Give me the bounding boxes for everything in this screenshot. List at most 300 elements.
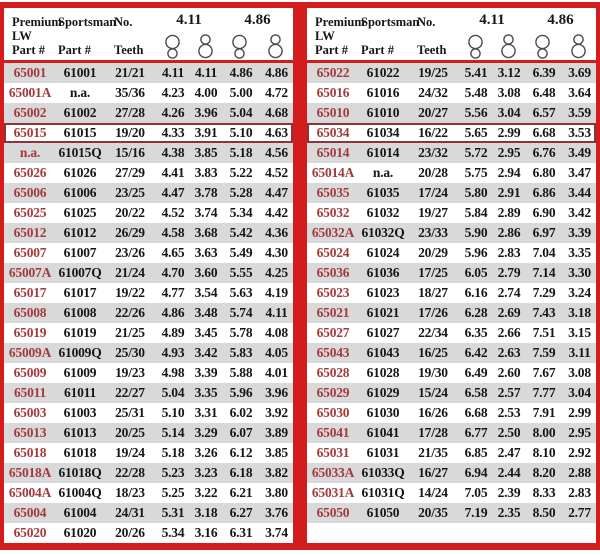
teeth-count: 23/25 (115, 185, 145, 200)
sportsman-part-number: 61029 (366, 385, 400, 400)
premium-part-number: 65009 (13, 365, 47, 380)
ratio-411-primary-value: 4.58 (161, 225, 185, 240)
table-row (307, 223, 596, 243)
sportsman-part-number: 61017 (63, 285, 97, 300)
teeth-count: 20/35 (418, 505, 448, 520)
premium-part-number: 65023 (316, 285, 350, 300)
sportsman-part-number: 61001 (63, 65, 97, 80)
ratio-411-secondary-value: 3.54 (194, 285, 218, 300)
ratio-411-secondary-value: 2.60 (497, 365, 521, 380)
ratio-486-primary-value: 5.96 (229, 385, 253, 400)
ratio-486-primary-value: 5.00 (229, 85, 253, 100)
teeth-count: 17/28 (418, 425, 448, 440)
ratio-411-secondary-value: 2.89 (497, 205, 521, 220)
sportsman-part-number: 61009 (63, 365, 97, 380)
ratio-486-secondary-value: 3.74 (265, 525, 288, 540)
header-premium-lw-part: Premium LW Part # (315, 15, 365, 57)
teeth-count: 21/35 (418, 445, 448, 460)
teeth-count: 19/25 (418, 65, 448, 80)
ratio-486-primary-value: 6.97 (532, 225, 556, 240)
premium-part-number: 65041 (316, 425, 350, 440)
ratio-411-secondary-value: 2.47 (497, 445, 521, 460)
premium-part-number: 65022 (316, 65, 350, 80)
teeth-count: 23/33 (418, 225, 448, 240)
table-row (4, 103, 293, 123)
sportsman-part-number: 61018 (63, 445, 97, 460)
ratio-486-primary-value: 4.86 (229, 65, 253, 80)
sportsman-part-number: 61043 (366, 345, 400, 360)
table-row (4, 503, 293, 523)
premium-part-number: n.a. (19, 145, 41, 160)
table-row (307, 243, 596, 263)
table-row (4, 223, 293, 243)
ratio-486-secondary-value: 4.11 (265, 305, 288, 320)
table-row (307, 143, 596, 163)
table-row (4, 343, 293, 363)
premium-part-number: 65031 (316, 445, 350, 460)
ratio-411-primary-value: 5.14 (161, 425, 185, 440)
sportsman-part-number: 61013 (63, 425, 97, 440)
table-row (4, 83, 293, 103)
premium-part-number: 65043 (316, 345, 350, 360)
ratio-411-primary-value: 6.94 (464, 465, 488, 480)
ratio-486-secondary-value: 4.30 (265, 245, 288, 260)
ratio-411-secondary-value: 4.00 (194, 85, 218, 100)
ratio-411-secondary-value: 2.53 (497, 405, 521, 420)
premium-part-number: 65034 (316, 125, 350, 140)
ratio-411-primary-value: 5.56 (464, 105, 488, 120)
table-row (307, 63, 596, 83)
teeth-count: 24/31 (115, 505, 145, 520)
ratio-411-primary-value: 7.19 (464, 505, 488, 520)
ratio-411-secondary-value: 3.48 (194, 305, 218, 320)
ratio-411-primary-value: 5.80 (464, 185, 488, 200)
ratio-411-primary-value: 4.26 (161, 105, 185, 120)
ratio-411-secondary-value: 3.85 (194, 145, 218, 160)
premium-part-number: 65003 (13, 405, 47, 420)
ratio-486-secondary-value: 4.19 (265, 285, 288, 300)
left-table-body (4, 63, 293, 543)
ratio-486-primary-value: 7.43 (532, 305, 556, 320)
ratio-486-secondary-value: 2.77 (568, 505, 591, 520)
premium-part-number: 65014 (316, 145, 350, 160)
table-row (307, 403, 596, 423)
sportsman-part-number: 61023 (366, 285, 400, 300)
ratio-486-secondary-value: 3.85 (265, 445, 288, 460)
ratio-411-secondary-value: 3.16 (194, 525, 218, 540)
ratio-486-secondary-value: 3.76 (265, 505, 288, 520)
teeth-count: 17/26 (418, 305, 448, 320)
ratio-411-secondary-value: 3.74 (194, 205, 218, 220)
ratio-486-secondary-value: 3.53 (568, 125, 591, 140)
ratio-486-secondary-value: 2.83 (568, 485, 591, 500)
ratio-486-secondary-value: 3.96 (265, 385, 288, 400)
sportsman-part-number: 61003 (63, 405, 97, 420)
ratio-411-primary-value: 4.41 (161, 165, 185, 180)
ratio-486-primary-value: 5.34 (229, 205, 253, 220)
header-ratio-486: 4.86 (525, 8, 596, 60)
sportsman-part-number: 61022 (366, 65, 400, 80)
table-row (307, 103, 596, 123)
ratio-486-secondary-value: 4.01 (265, 365, 288, 380)
teeth-count: 25/30 (115, 345, 145, 360)
ratio-411-primary-value: 6.68 (464, 405, 488, 420)
ratio-411-secondary-value: 3.60 (194, 265, 218, 280)
ratio-486-secondary-value: 3.42 (568, 205, 591, 220)
premium-part-number: 65021 (316, 305, 350, 320)
gear-stack-large-top-icon (164, 34, 181, 59)
ratio-411-primary-value: 5.72 (464, 145, 488, 160)
ratio-486-secondary-value: 4.36 (265, 225, 288, 240)
table-header (4, 8, 293, 63)
ratio-486-primary-value: 7.29 (532, 285, 556, 300)
ratio-486-primary-value: 6.90 (532, 205, 556, 220)
ratio-411-secondary-value: 2.44 (497, 465, 521, 480)
ratio-411-secondary-value: 3.22 (194, 485, 218, 500)
premium-part-number: 65018A (8, 465, 52, 480)
table-row (4, 523, 293, 543)
sportsman-part-number: 61030 (366, 405, 400, 420)
premium-part-number: 65002 (13, 105, 47, 120)
premium-part-number: 65036 (316, 265, 350, 280)
premium-part-number: 65027 (316, 325, 350, 340)
ratio-411-primary-value: 5.41 (464, 65, 488, 80)
ratio-411-secondary-value: 2.91 (497, 185, 521, 200)
teeth-count: 22/28 (115, 465, 145, 480)
ratio-486-secondary-value: 3.08 (568, 365, 591, 380)
ratio-411-secondary-value: 2.94 (497, 165, 521, 180)
sportsman-part-number: 61031 (366, 445, 400, 460)
table-row (4, 203, 293, 223)
ratio-486-primary-value: 6.02 (229, 405, 253, 420)
teeth-count: 27/29 (115, 165, 145, 180)
ratio-411-primary-value: 4.23 (161, 85, 185, 100)
ratio-411-primary-value: 6.05 (464, 265, 488, 280)
table-row (307, 83, 596, 103)
ratio-486-secondary-value: 3.04 (568, 385, 591, 400)
ratio-411-primary-value: 6.58 (464, 385, 488, 400)
ratio-486-secondary-value: 3.24 (568, 285, 591, 300)
sportsman-part-number: 61032Q (361, 225, 405, 240)
ratio-486-secondary-value: 3.92 (265, 405, 288, 420)
ratio-486-secondary-value: 3.82 (265, 465, 288, 480)
teeth-count: 26/29 (115, 225, 145, 240)
premium-part-number: 65017 (13, 285, 47, 300)
ratio-411-secondary-value: 3.96 (194, 105, 218, 120)
table-row (307, 463, 596, 483)
ratio-486-secondary-value: 3.11 (568, 345, 591, 360)
ratio-411-primary-value: 5.23 (161, 465, 185, 480)
gear-stack-large-bottom-icon (197, 34, 214, 59)
ratio-411-primary-value: 5.10 (161, 405, 185, 420)
ratio-411-secondary-value: 3.26 (194, 445, 218, 460)
premium-part-number: 65035 (316, 185, 350, 200)
ratio-486-secondary-value: 3.89 (265, 425, 288, 440)
table-row (4, 303, 293, 323)
ratio-411-secondary-value: 3.23 (194, 465, 218, 480)
header-no-teeth: No. Teeth (114, 15, 144, 57)
sportsman-part-number: 61025 (63, 205, 97, 220)
teeth-count: 15/24 (418, 385, 448, 400)
table-row (4, 403, 293, 423)
ratio-486-primary-value: 7.77 (532, 385, 556, 400)
ratio-411-primary-value: 4.52 (161, 205, 185, 220)
table-row (4, 63, 293, 83)
ratio-486-primary-value: 5.88 (229, 365, 253, 380)
ratio-486-secondary-value: 4.42 (265, 205, 288, 220)
ratio-411-secondary-value: 2.57 (497, 385, 521, 400)
teeth-count: 23/32 (418, 145, 448, 160)
ratio-411-secondary-value: 2.69 (497, 305, 521, 320)
sportsman-part-number: 61004Q (58, 485, 102, 500)
gear-table-left (0, 2, 300, 550)
ratio-486-primary-value: 6.12 (229, 445, 253, 460)
table-row (307, 383, 596, 403)
ratio-411-secondary-value: 3.39 (194, 365, 218, 380)
ratio-486-primary-value: 7.51 (532, 325, 556, 340)
ratio-411-primary-value: 5.34 (161, 525, 185, 540)
header-sportsman-part: Sportsman Part # (58, 15, 117, 57)
sportsman-part-number: 61019 (63, 325, 97, 340)
sportsman-part-number: 61035 (366, 185, 400, 200)
teeth-count: 19/20 (115, 125, 145, 140)
ratio-486-secondary-value: 4.68 (265, 105, 288, 120)
ratio-486-primary-value: 6.31 (229, 525, 253, 540)
ratio-411-primary-value: 4.33 (161, 125, 185, 140)
premium-part-number: 65025 (13, 205, 47, 220)
ratio-486-primary-value: 5.63 (229, 285, 253, 300)
ratio-486-primary-value: 6.68 (532, 125, 556, 140)
premium-part-number: 65009A (8, 345, 52, 360)
premium-part-number: 65004 (13, 505, 47, 520)
premium-part-number: 65031A (311, 485, 355, 500)
table-row (4, 143, 293, 163)
ratio-411-primary-value: 5.75 (464, 165, 488, 180)
premium-part-number: 65007A (8, 265, 52, 280)
ratio-486-secondary-value: 3.47 (568, 165, 591, 180)
ratio-486-secondary-value: 4.05 (265, 345, 288, 360)
sportsman-part-number: 61006 (63, 185, 97, 200)
ratio-486-primary-value: 7.91 (532, 405, 556, 420)
ratio-486-secondary-value: 3.80 (265, 485, 288, 500)
teeth-count: 18/23 (115, 485, 145, 500)
table-row (307, 183, 596, 203)
ratio-486-primary-value: 8.20 (532, 465, 556, 480)
ratio-486-primary-value: 8.10 (532, 445, 556, 460)
teeth-count: 15/16 (115, 145, 145, 160)
ratio-486-secondary-value: 4.47 (265, 185, 288, 200)
gear-stack-large-bottom-icon (500, 34, 517, 59)
ratio-486-secondary-value: 4.86 (265, 65, 288, 80)
sportsman-part-number: n.a. (69, 85, 91, 100)
table-row (307, 323, 596, 343)
sportsman-part-number: 61012 (63, 225, 97, 240)
premium-part-number: 65028 (316, 365, 350, 380)
header-no-teeth: No. Teeth (417, 15, 447, 57)
ratio-411-secondary-value: 3.78 (194, 185, 218, 200)
ratio-411-secondary-value: 3.45 (194, 325, 218, 340)
teeth-count: 21/21 (115, 65, 145, 80)
ratio-486-primary-value: 6.48 (532, 85, 556, 100)
premium-part-number: 65010 (316, 105, 350, 120)
ratio-411-secondary-value: 3.42 (194, 345, 218, 360)
ratio-411-secondary-value: 2.95 (497, 145, 521, 160)
teeth-count: 24/32 (418, 85, 448, 100)
premium-part-number: 65026 (13, 165, 47, 180)
table-row (307, 163, 596, 183)
table-row (307, 123, 596, 143)
ratio-486-secondary-value: 3.39 (568, 225, 591, 240)
teeth-count: 23/26 (115, 245, 145, 260)
ratio-486-secondary-value: 3.59 (568, 105, 591, 120)
premium-part-number: 65004A (8, 485, 52, 500)
ratio-411-primary-value: 5.84 (464, 205, 488, 220)
ratio-411-primary-value: 5.96 (464, 245, 488, 260)
table-row (4, 383, 293, 403)
ratio-486-primary-value: 5.42 (229, 225, 253, 240)
ratio-486-secondary-value: 3.30 (568, 265, 591, 280)
teeth-count: 16/25 (418, 345, 448, 360)
sportsman-part-number: 61033Q (361, 465, 405, 480)
table-row (4, 323, 293, 343)
ratio-411-secondary-value: 3.12 (497, 65, 521, 80)
table-row (307, 483, 596, 503)
ratio-486-primary-value: 7.59 (532, 345, 556, 360)
sportsman-part-number: 61028 (366, 365, 400, 380)
ratio-486-secondary-value: 2.95 (568, 425, 591, 440)
ratio-411-primary-value: 6.85 (464, 445, 488, 460)
ratio-411-secondary-value: 2.66 (497, 325, 521, 340)
sportsman-part-number: 61007 (63, 245, 97, 260)
teeth-count: 22/27 (115, 385, 145, 400)
table-row (4, 243, 293, 263)
sportsman-part-number: 61014 (366, 145, 400, 160)
ratio-411-primary-value: 6.49 (464, 365, 488, 380)
ratio-411-primary-value: 6.42 (464, 345, 488, 360)
ratio-411-secondary-value: 2.39 (497, 485, 521, 500)
header-ratio-411: 4.11 (156, 8, 222, 60)
ratio-411-secondary-value: 3.18 (194, 505, 218, 520)
teeth-count: 17/25 (418, 265, 448, 280)
premium-part-number: 65018 (13, 445, 47, 460)
sportsman-part-number: 61015 (63, 125, 97, 140)
ratio-486-primary-value: 5.78 (229, 325, 253, 340)
premium-part-number: 65001 (13, 65, 47, 80)
ratio-486-primary-value: 6.27 (229, 505, 253, 520)
teeth-count: 22/34 (418, 325, 448, 340)
ratio-486-secondary-value: 4.08 (265, 325, 288, 340)
ratio-486-primary-value: 5.83 (229, 345, 253, 360)
ratio-411-primary-value: 7.05 (464, 485, 488, 500)
ratio-411-secondary-value: 2.35 (497, 505, 521, 520)
ratio-411-primary-value: 4.89 (161, 325, 185, 340)
sportsman-part-number: n.a. (372, 165, 394, 180)
premium-part-number: 65033A (311, 465, 355, 480)
sportsman-part-number: 61007Q (58, 265, 102, 280)
table-row (307, 303, 596, 323)
ratio-411-primary-value: 4.93 (161, 345, 185, 360)
teeth-count: 18/27 (418, 285, 448, 300)
sportsman-part-number: 61011 (63, 385, 96, 400)
ratio-411-primary-value: 4.65 (161, 245, 185, 260)
sportsman-part-number: 61050 (366, 505, 400, 520)
premium-part-number: 65007 (13, 245, 47, 260)
ratio-486-primary-value: 5.04 (229, 105, 253, 120)
ratio-486-primary-value: 6.07 (229, 425, 253, 440)
sportsman-part-number: 61004 (63, 505, 97, 520)
premium-part-number: 65001A (8, 85, 52, 100)
ratio-411-secondary-value: 2.83 (497, 245, 521, 260)
ratio-411-secondary-value: 3.83 (194, 165, 218, 180)
teeth-count: 20/29 (418, 245, 448, 260)
ratio-411-secondary-value: 3.31 (194, 405, 218, 420)
teeth-count: 19/24 (115, 445, 145, 460)
table-row (4, 263, 293, 283)
ratio-411-secondary-value: 3.91 (194, 125, 218, 140)
teeth-count: 20/28 (418, 165, 448, 180)
gear-stack-large-top-icon (534, 34, 551, 59)
ratio-486-primary-value: 6.76 (532, 145, 556, 160)
teeth-count: 19/22 (115, 285, 145, 300)
table-row (4, 183, 293, 203)
sportsman-part-number: 61008 (63, 305, 97, 320)
sportsman-part-number: 61032 (366, 205, 400, 220)
gear-stack-large-bottom-icon (267, 34, 284, 59)
ratio-486-primary-value: 6.86 (532, 185, 556, 200)
table-row (4, 363, 293, 383)
ratio-411-secondary-value: 2.99 (497, 125, 521, 140)
premium-part-number: 65006 (13, 185, 47, 200)
ratio-411-primary-value: 5.65 (464, 125, 488, 140)
gear-table-right (300, 2, 600, 550)
ratio-486-primary-value: 6.18 (229, 465, 253, 480)
sportsman-part-number: 61016 (366, 85, 400, 100)
sportsman-part-number: 61036 (366, 265, 400, 280)
ratio-486-secondary-value: 3.64 (568, 85, 591, 100)
ratio-486-primary-value: 5.28 (229, 185, 253, 200)
ratio-486-secondary-value: 4.25 (265, 265, 288, 280)
ratio-486-primary-value: 6.39 (532, 65, 556, 80)
teeth-count: 25/31 (115, 405, 145, 420)
ratio-411-primary-value: 6.77 (464, 425, 488, 440)
ratio-411-primary-value: 4.47 (161, 185, 185, 200)
ratio-411-primary-value: 5.48 (464, 85, 488, 100)
sportsman-part-number: 61031Q (361, 485, 405, 500)
ratio-486-primary-value: 8.33 (532, 485, 556, 500)
premium-part-number: 65013 (13, 425, 47, 440)
teeth-count: 16/26 (418, 405, 448, 420)
ratio-486-secondary-value: 4.72 (265, 85, 288, 100)
ratio-486-secondary-value: 3.18 (568, 305, 591, 320)
sportsman-part-number: 61024 (366, 245, 400, 260)
gear-stack-large-top-icon (467, 34, 484, 59)
ratio-486-primary-value: 7.04 (532, 245, 556, 260)
header-premium-lw-part: Premium LW Part # (12, 15, 62, 57)
ratio-486-primary-value: 7.67 (532, 365, 556, 380)
table-row (307, 263, 596, 283)
ratio-411-secondary-value: 3.04 (497, 105, 521, 120)
ratio-411-secondary-value: 4.11 (194, 65, 218, 80)
header-sportsman-part: Sportsman Part # (361, 15, 420, 57)
table-row (4, 163, 293, 183)
sportsman-part-number: 61002 (63, 105, 97, 120)
ratio-411-secondary-value: 2.50 (497, 425, 521, 440)
sportsman-part-number: 61026 (63, 165, 97, 180)
table-row (307, 203, 596, 223)
table-row (4, 463, 293, 483)
right-table-body (307, 63, 596, 523)
ratio-411-primary-value: 5.25 (161, 485, 185, 500)
